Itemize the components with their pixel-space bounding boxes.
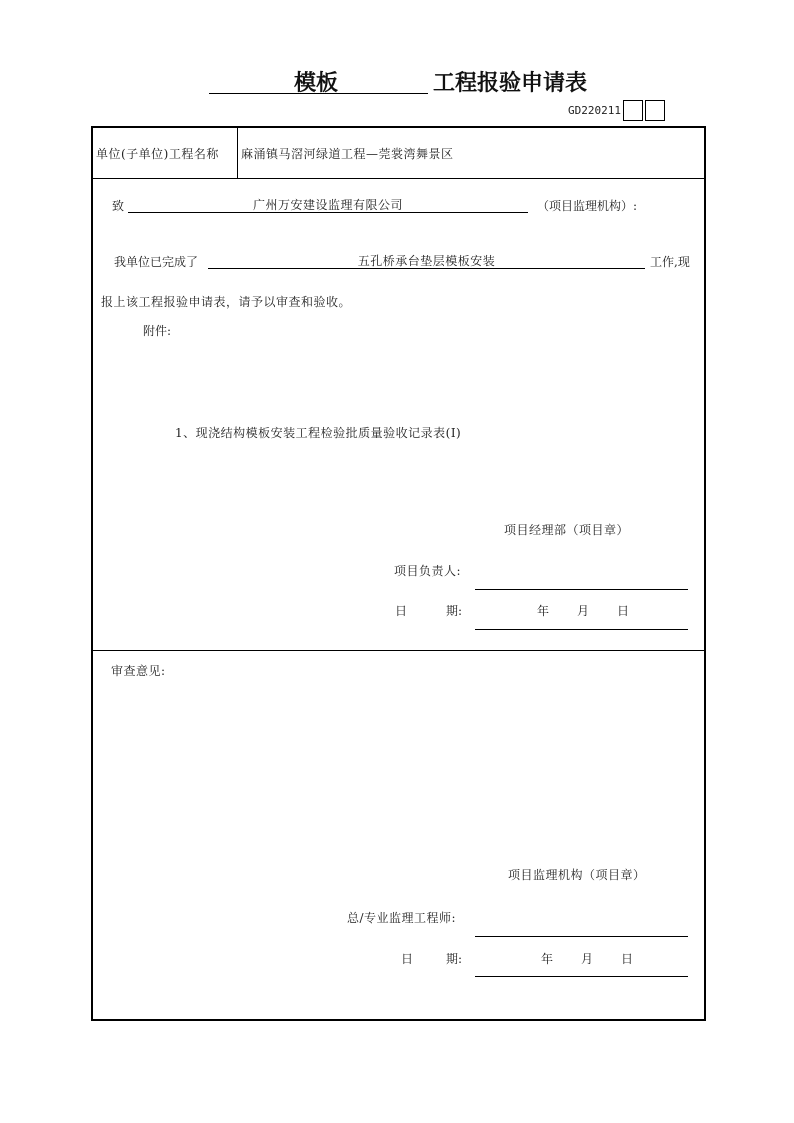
review-opinion-label: 审查意见: <box>111 664 166 678</box>
to-label: 致 <box>112 199 125 213</box>
supervisor-date-year: 年 <box>541 952 554 966</box>
supervisor-date-day: 日 <box>621 952 634 966</box>
supervisor-date-month: 月 <box>581 952 594 966</box>
supervisor-seal-label: 项目监理机构（项目章） <box>508 868 646 882</box>
supervisor-date-line[interactable] <box>475 976 688 977</box>
supervisor-date-label-day: 日 <box>401 952 414 966</box>
completed-prefix: 我单位已完成了 <box>114 255 199 269</box>
completed-suffix: 工作,现 <box>650 255 690 269</box>
contractor-date-day: 日 <box>617 604 630 618</box>
contractor-date-label-period: 期: <box>446 604 463 618</box>
row-divider-1 <box>92 178 705 179</box>
title-prefix: 模板 <box>294 71 339 96</box>
contractor-signature-line[interactable] <box>475 589 688 590</box>
project-name-value: 麻涌镇马滘河绿道工程—莞裳湾舞景区 <box>241 147 454 161</box>
project-name-label: 单位(子单位)工程名称 <box>96 147 219 161</box>
attachment-item: 1、现浇结构模板安装工程检验批质量验收记录表(Ⅰ) <box>175 426 462 440</box>
contractor-seal-label: 项目经理部（项目章） <box>504 523 630 537</box>
supervisor-date-label-period: 期: <box>446 952 463 966</box>
supervisor-signature-line[interactable] <box>475 936 688 937</box>
contractor-date-line[interactable] <box>475 629 688 630</box>
request-text: 报上该工程报验申请表，请予以审查和验收。 <box>101 295 352 309</box>
contractor-date-month: 月 <box>577 604 590 618</box>
contractor-date-label-day: 日 <box>395 604 408 618</box>
attachments-label: 附件: <box>143 324 172 338</box>
form-code: GD220211 <box>568 104 621 117</box>
completed-work-field[interactable]: 五孔桥承台垫层模板安装 <box>208 252 645 269</box>
supervisor-signer-label: 总/专业监理工程师: <box>347 911 457 925</box>
contractor-date-year: 年 <box>537 604 550 618</box>
contractor-signer-label: 项目负责人: <box>394 564 462 578</box>
row-divider-2 <box>92 650 705 651</box>
project-divider <box>237 127 238 178</box>
supervisor-company-field[interactable]: 广州万安建设监理有限公司 <box>128 196 528 213</box>
supervisor-suffix: （项目监理机构）: <box>537 199 638 213</box>
form-code-box-2[interactable] <box>645 100 665 121</box>
form-code-box-1[interactable] <box>623 100 643 121</box>
page-title: 工程报验申请表 <box>433 71 588 96</box>
